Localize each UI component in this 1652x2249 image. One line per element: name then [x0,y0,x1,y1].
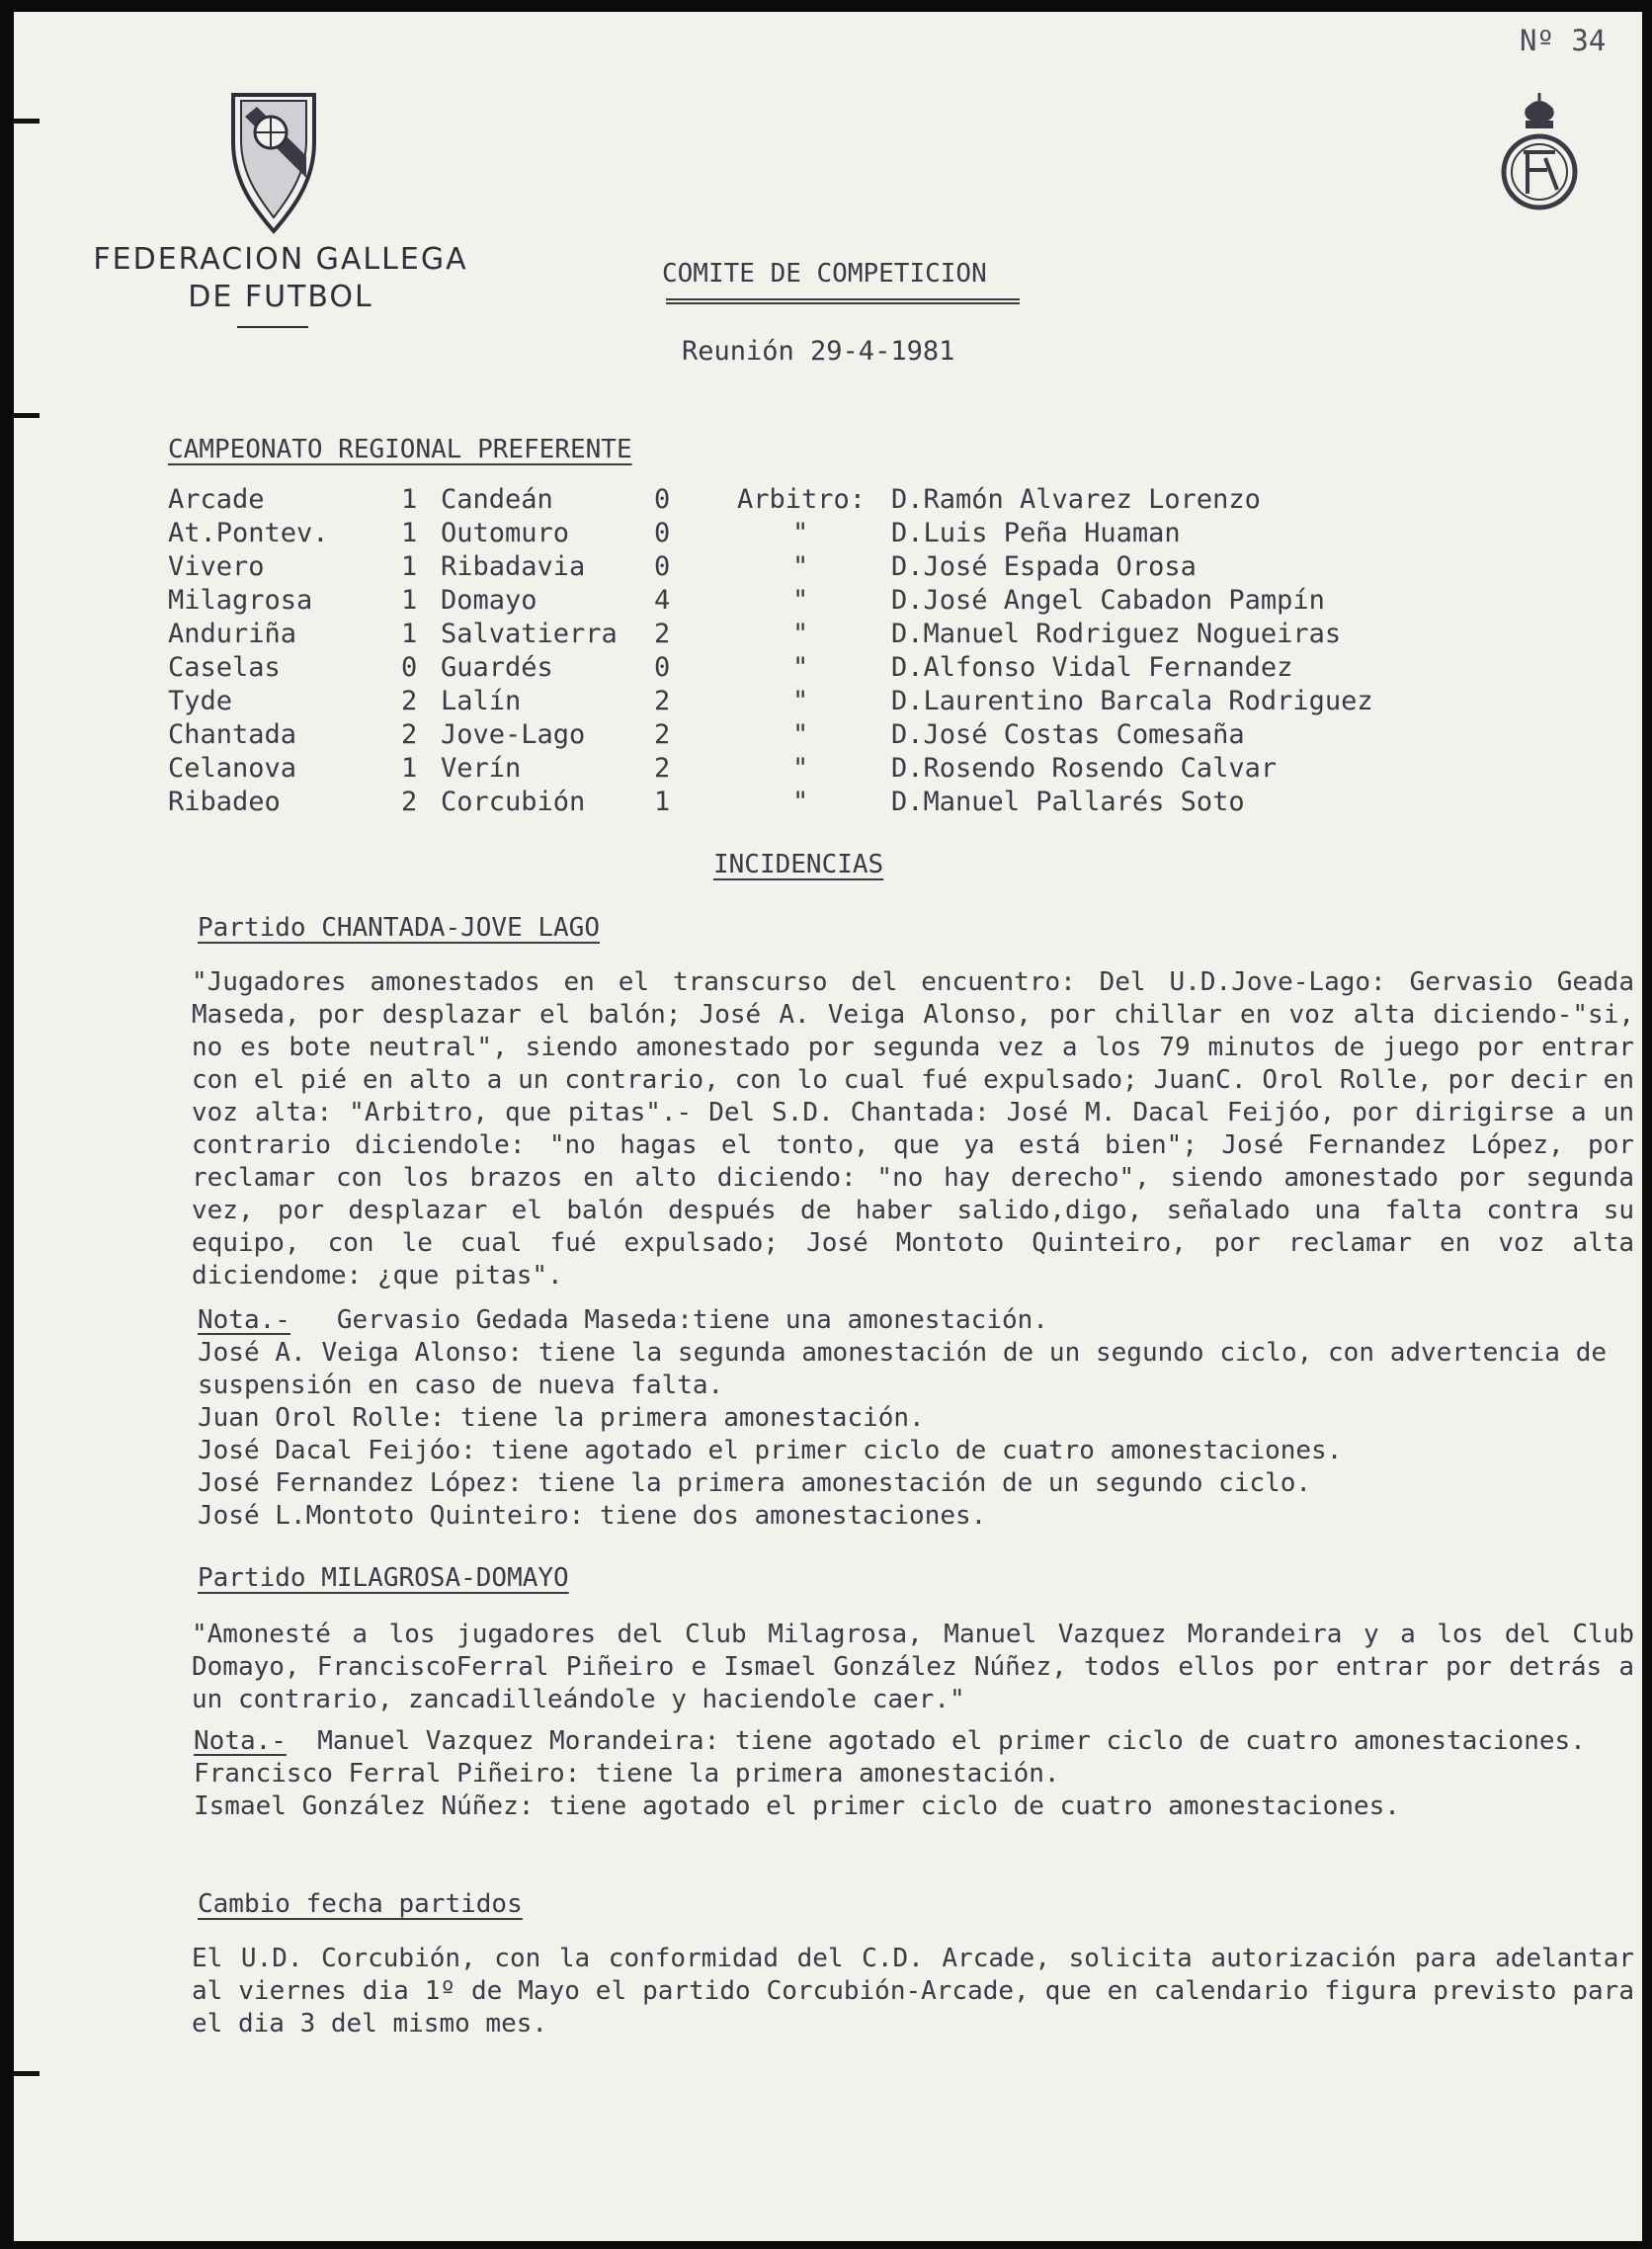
home-score: 1 [401,619,418,649]
nota-label: Nota.- [194,1726,287,1756]
match2-note-first [168,1725,1632,1758]
date-change-heading: Cambio fecha partidos [198,1889,523,1919]
home-score: 2 [401,719,418,750]
referee-name: D.José Costas Comesaña [891,719,1245,750]
away-score: 4 [654,585,671,616]
match2-heading: Partido MILAGROSA-DOMAYO [198,1563,569,1593]
referee-name: D.Ramón Alvarez Lorenzo [891,484,1261,515]
title-double-underline [666,298,1020,304]
away-team: Salvatierra [441,619,618,649]
match1-note-first [198,1304,1611,1337]
home-team: Celanova [168,753,297,784]
referee-label: Arbitro: [737,484,867,515]
match2-note: Francisco Ferral Piñeiro: tiene la primera amonestación. [194,1759,1060,1789]
home-score: 1 [401,518,418,548]
match1-report: "Jugadores amonestados en el transcurso del encuentro: Del U.D.Jove-Lago: Gervasio Geada Maseda, por desplazar el balón; José A. Veiga Alonso, por chillar en voz alta diciendo-"si, no es bote neutral", siendo amonestado por segunda vez a los 79 minutos de juego por entrar con el pié en alto a un contrario, con lo cual fué expulsado; JuanC. Orol Rolle, por decir en voz alta: "Arbitro, que pitas".- Del S.D. Chantada: José M. Dacal Feijóo, por dirigirse a un contrario diciendole: "no hagas el tonto, que ya está bien"; José Fernandez López, por reclamar con los brazos en alto diciendo: "no hay derecho", siendo amonestado por segunda vez, por desplazar el balón después de haber salido,digo, señalado una falta contra su equipo, con le cual fué expulsado; José Montoto Quinteiro, por reclamar en voz alta diciendome: ¿que pitas". [192,967,1634,1291]
federation-shield-logo [227,87,320,235]
referee-name: D.Alfonso Vidal Fernandez [891,652,1293,683]
match1-note: José Fernandez López: tiene la primera amonestación de un segundo ciclo. [198,1468,1312,1498]
away-score: 0 [654,484,671,515]
away-score: 2 [654,719,671,750]
ditto-mark: " [792,551,809,582]
punch-hole-mark [14,413,40,418]
away-score: 2 [654,686,671,716]
home-team: Tyde [168,686,233,716]
away-score: 0 [654,652,671,683]
referee-name: D.Luis Peña Huaman [891,518,1181,548]
date-change-text: El U.D. Corcubión, con la conformidad del C.D. Arcade, solicita autorización para adelantar al viernes dia 1º de Mayo el partido Corcubión-Arcade, que en calendario figura previsto para el dia 3 del mismo mes. [192,1944,1634,2039]
home-team: Anduriña [168,619,297,649]
match2-report: "Amonesté a los jugadores del Club Milagrosa, Manuel Vazquez Morandeira y a los del Club Domayo, FranciscoFerral Piñeiro e Ismael González Núñez, todos ellos por entrar por detrás a un contrario, zancadilleándole y haciendole caer." [192,1620,1634,1714]
nota-label: Nota.- [198,1305,290,1335]
punch-hole-mark [14,119,40,124]
nota-text: Manuel Vazquez Morandeira: tiene agotado el primer ciclo de cuatro amonestaciones. [317,1726,1586,1756]
home-score: 2 [401,787,418,817]
away-team: Lalín [441,686,522,716]
away-team: Candeán [441,484,553,515]
home-team: Arcade [168,484,265,515]
away-team: Domayo [441,585,537,616]
referee-name: D.Laurentino Barcala Rodriguez [891,686,1373,716]
ditto-mark: " [792,719,809,750]
ditto-mark: " [792,619,809,649]
away-team: Outomuro [441,518,570,548]
federation-name-line2: DE FUTBOL [188,280,373,314]
referee-name: D.Rosendo Rosendo Calvar [891,753,1278,784]
rfef-crest-logo [1496,91,1583,217]
ditto-mark: " [792,787,809,817]
home-team: Milagrosa [168,585,313,616]
punch-hole-mark [14,2071,40,2076]
championship-heading: CAMPEONATO REGIONAL PREFERENTE [168,435,632,464]
nota-text: Gervasio Gedada Maseda:tiene una amonestación. [336,1305,1048,1335]
match1-note: José L.Montoto Quinteiro: tiene dos amonestaciones. [198,1501,987,1531]
away-team: Verín [441,753,522,784]
incidencias-heading: INCIDENCIAS [713,850,884,879]
meeting-date: Reunión 29-4-1981 [682,336,955,367]
away-score: 1 [654,787,671,817]
away-team: Guardés [441,652,553,683]
ditto-mark: " [792,652,809,683]
match1-note: José Dacal Feijóo: tiene agotado el primer ciclo de cuatro amonestaciones. [198,1436,1343,1465]
away-score: 2 [654,753,671,784]
federation-name [63,241,498,316]
match1-heading: Partido CHANTADA-JOVE LAGO [198,913,600,943]
away-team: Jove-Lago [441,719,586,750]
home-team: Vivero [168,551,265,582]
federation-underline [237,326,308,328]
home-score: 1 [401,484,418,515]
match1-note: José A. Veiga Alonso: tiene la segunda amonestación de un segundo ciclo, con advertencia de suspensión en caso de nueva falta. [198,1338,1607,1400]
federation-name-line1: FEDERACION GALLEGA [93,242,468,277]
ditto-mark: " [792,518,809,548]
home-team: At.Pontev. [168,518,329,548]
home-score: 1 [401,753,418,784]
referee-name: D.José Espada Orosa [891,551,1197,582]
home-score: 1 [401,551,418,582]
home-score: 1 [401,585,418,616]
ditto-mark: " [792,753,809,784]
ditto-mark: " [792,585,809,616]
referee-name: D.Manuel Pallarés Soto [891,787,1245,817]
away-team: Corcubión [441,787,586,817]
home-team: Caselas [168,652,281,683]
away-score: 0 [654,551,671,582]
document-page [14,12,1642,2241]
match2-note: Ismael González Núñez: tiene agotado el primer ciclo de cuatro amonestaciones. [194,1791,1400,1821]
document-title: COMITE DE COMPETICION [662,259,987,289]
referee-name: D.José Angel Cabadon Pampín [891,585,1325,616]
ditto-mark: " [792,686,809,716]
away-score: 2 [654,619,671,649]
home-team: Chantada [168,719,297,750]
away-score: 0 [654,518,671,548]
home-score: 0 [401,652,418,683]
home-team: Ribadeo [168,787,281,817]
referee-name: D.Manuel Rodriguez Nogueiras [891,619,1342,649]
home-score: 2 [401,686,418,716]
match1-note: Juan Orol Rolle: tiene la primera amonestación. [198,1403,925,1433]
match1-notes [198,1304,1611,1533]
match2-notes [168,1725,1632,1823]
document-number: Nº 34 [1520,24,1607,57]
away-team: Ribadavia [441,551,586,582]
